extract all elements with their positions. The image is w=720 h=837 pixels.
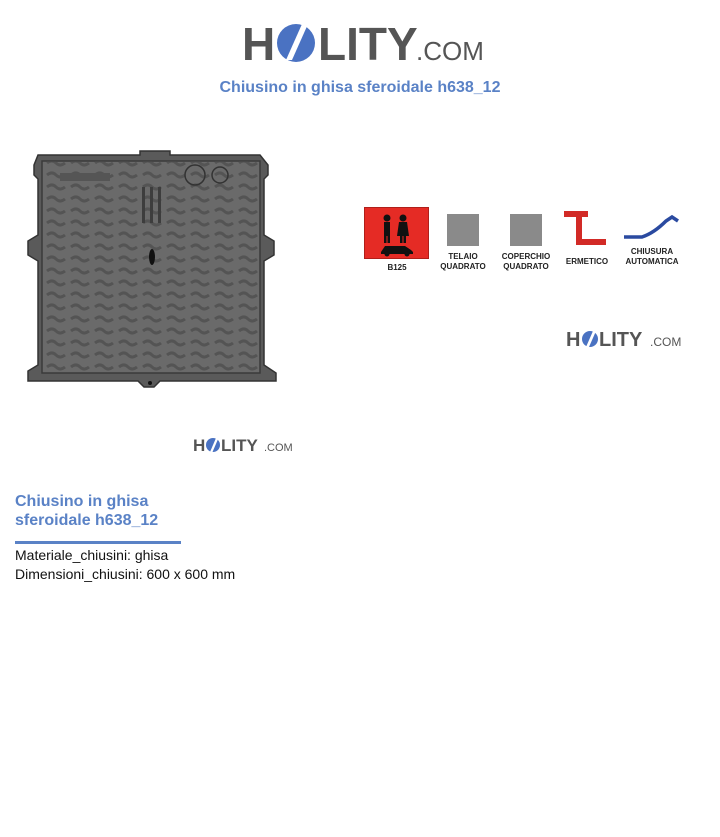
product-name: Chiusino in ghisa sferoidale h638_12: [15, 493, 159, 529]
svg-text:.COM: .COM: [264, 442, 293, 454]
spec-dimensions: Dimensioni_chiusini: 600 x 600 mm: [15, 566, 236, 582]
svg-text:.COM: .COM: [416, 36, 482, 66]
spec-material: Materiale_chiusini: ghisa: [15, 547, 169, 563]
svg-text:LITY: LITY: [221, 436, 258, 455]
legend-item-chiusura: CHIUSURA AUTOMATICA: [620, 207, 684, 267]
legend-item-ermetico: ERMETICO: [560, 207, 614, 267]
legend-item-b125: B125: [364, 207, 430, 273]
holity-watermark-logo: [566, 326, 682, 352]
svg-text:H: H: [242, 18, 276, 70]
svg-text:H: H: [566, 329, 581, 351]
legend-item-coperchio: COPERCHIO QUADRATO: [496, 207, 556, 272]
svg-text:LITY: LITY: [318, 18, 418, 70]
square-cover-icon: [510, 214, 542, 246]
svg-text:LITY: LITY: [599, 329, 643, 351]
holity-watermark-logo: [193, 433, 293, 457]
square-frame-icon: [447, 214, 479, 246]
holity-logo[interactable]: [242, 12, 482, 70]
load-class-b125-icon: [364, 207, 429, 259]
manhole-cover-image: [20, 145, 285, 390]
legend-item-telaio: TELAIO QUADRATO: [434, 207, 492, 272]
svg-text:.COM: .COM: [650, 335, 682, 349]
page-title: Chiusino in ghisa sferoidale h638_12: [219, 79, 501, 96]
automatic-closure-icon: [620, 207, 684, 247]
feature-legend: [362, 207, 692, 277]
divider: [15, 541, 181, 544]
hermetic-seal-icon: [560, 207, 614, 257]
svg-text:H: H: [193, 436, 206, 455]
